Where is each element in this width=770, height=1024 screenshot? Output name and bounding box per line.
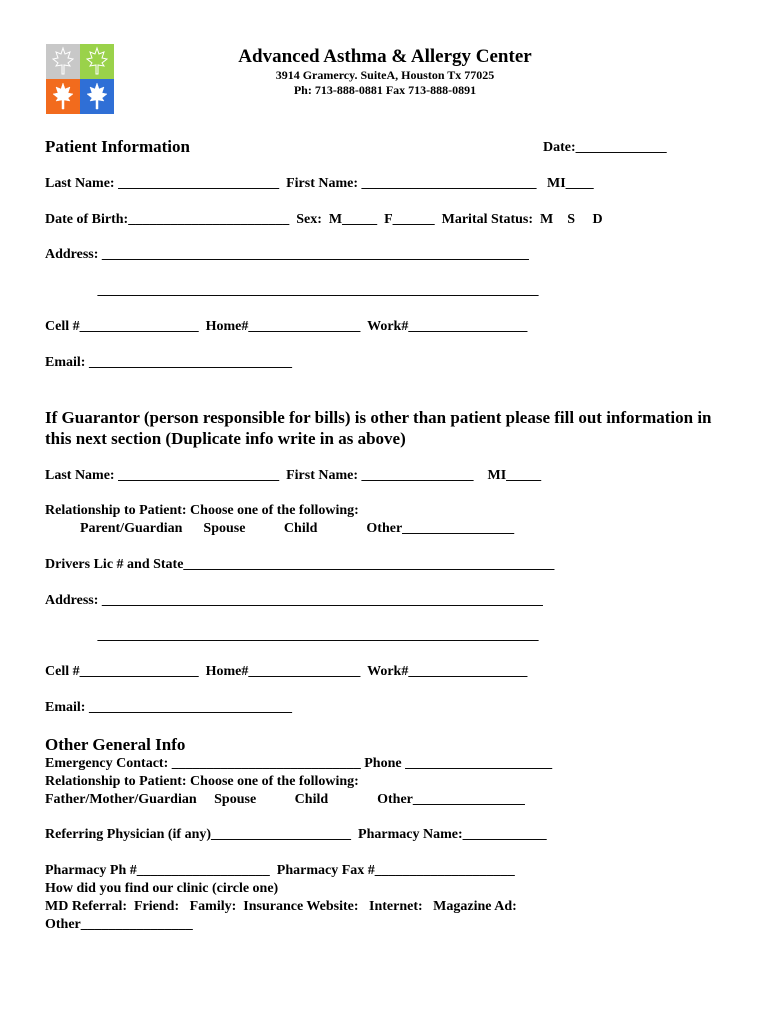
found-clinic-label: How did you find our clinic (circle one): [45, 881, 279, 896]
patient-name-line[interactable]: Last Name: _______________________ First Name: _________________________ MI____: [45, 176, 594, 191]
general-relationship-options[interactable]: Father/Mother/Guardian Spouse Child Other________________: [45, 792, 525, 807]
guarantor-phones-line[interactable]: Cell #_________________ Home#________________ Work#_________________: [45, 664, 528, 679]
found-clinic-options[interactable]: MD Referral: Friend: Family: Insurance Website: Internet: Magazine Ad:: [45, 899, 517, 914]
general-relationship-label: Relationship to Patient: Choose one of the following:: [45, 774, 359, 789]
patient-dob-line[interactable]: Date of Birth:_______________________ Sex: M_____ F______ Marital Status: M S D: [45, 212, 603, 227]
emergency-contact-line[interactable]: Emergency Contact: ___________________________ Phone _____________________: [45, 756, 553, 771]
clinic-address: 3914 Gramercy. SuiteA, Houston Tx 77025: [275, 68, 495, 82]
clinic-header: [0, 46, 770, 98]
patient-section-title: Patient Information: [45, 137, 190, 156]
guarantor-email-line[interactable]: Email: _____________________________: [45, 700, 292, 715]
referring-physician-line[interactable]: Referring Physician (if any)____________________ Pharmacy Name:____________: [45, 827, 547, 842]
patient-address-line-2[interactable]: _______________________________________________________________: [45, 283, 539, 298]
patient-phones-line[interactable]: Cell #_________________ Home#________________ Work#_________________: [45, 319, 528, 334]
clinic-phone: Ph: 713-888-0881 Fax 713-888-0891: [293, 83, 477, 97]
guarantor-relationship-label: Relationship to Patient: Choose one of the following:: [45, 503, 359, 518]
guarantor-address-line-2[interactable]: _______________________________________________________________: [45, 628, 539, 643]
pharmacy-phone-line[interactable]: Pharmacy Ph #___________________ Pharmacy Fax #____________________: [45, 863, 515, 878]
guarantor-name-line[interactable]: Last Name: _______________________ First Name: ________________ MI_____: [45, 468, 542, 483]
guarantor-drivers-line[interactable]: Drivers Lic # and State_____________________________________________________: [45, 557, 555, 572]
guarantor-intro: If Guarantor (person responsible for bills) is other than patient please fill out information in this next section (Duplicate info write in as above): [45, 408, 712, 448]
found-clinic-other-line[interactable]: Other________________: [45, 917, 193, 932]
clinic-name: Advanced Asthma & Allergy Center: [238, 46, 532, 67]
guarantor-address-line[interactable]: Address: _______________________________________________________________: [45, 593, 543, 608]
general-section-title: Other General Info: [45, 735, 186, 754]
guarantor-relationship-options[interactable]: Parent/Guardian Spouse Child Other________________: [45, 521, 515, 536]
date-field[interactable]: Date:_____________: [543, 140, 667, 155]
patient-address-line[interactable]: Address: _____________________________________________________________: [45, 247, 529, 262]
patient-email-line[interactable]: Email: _____________________________: [45, 355, 292, 370]
